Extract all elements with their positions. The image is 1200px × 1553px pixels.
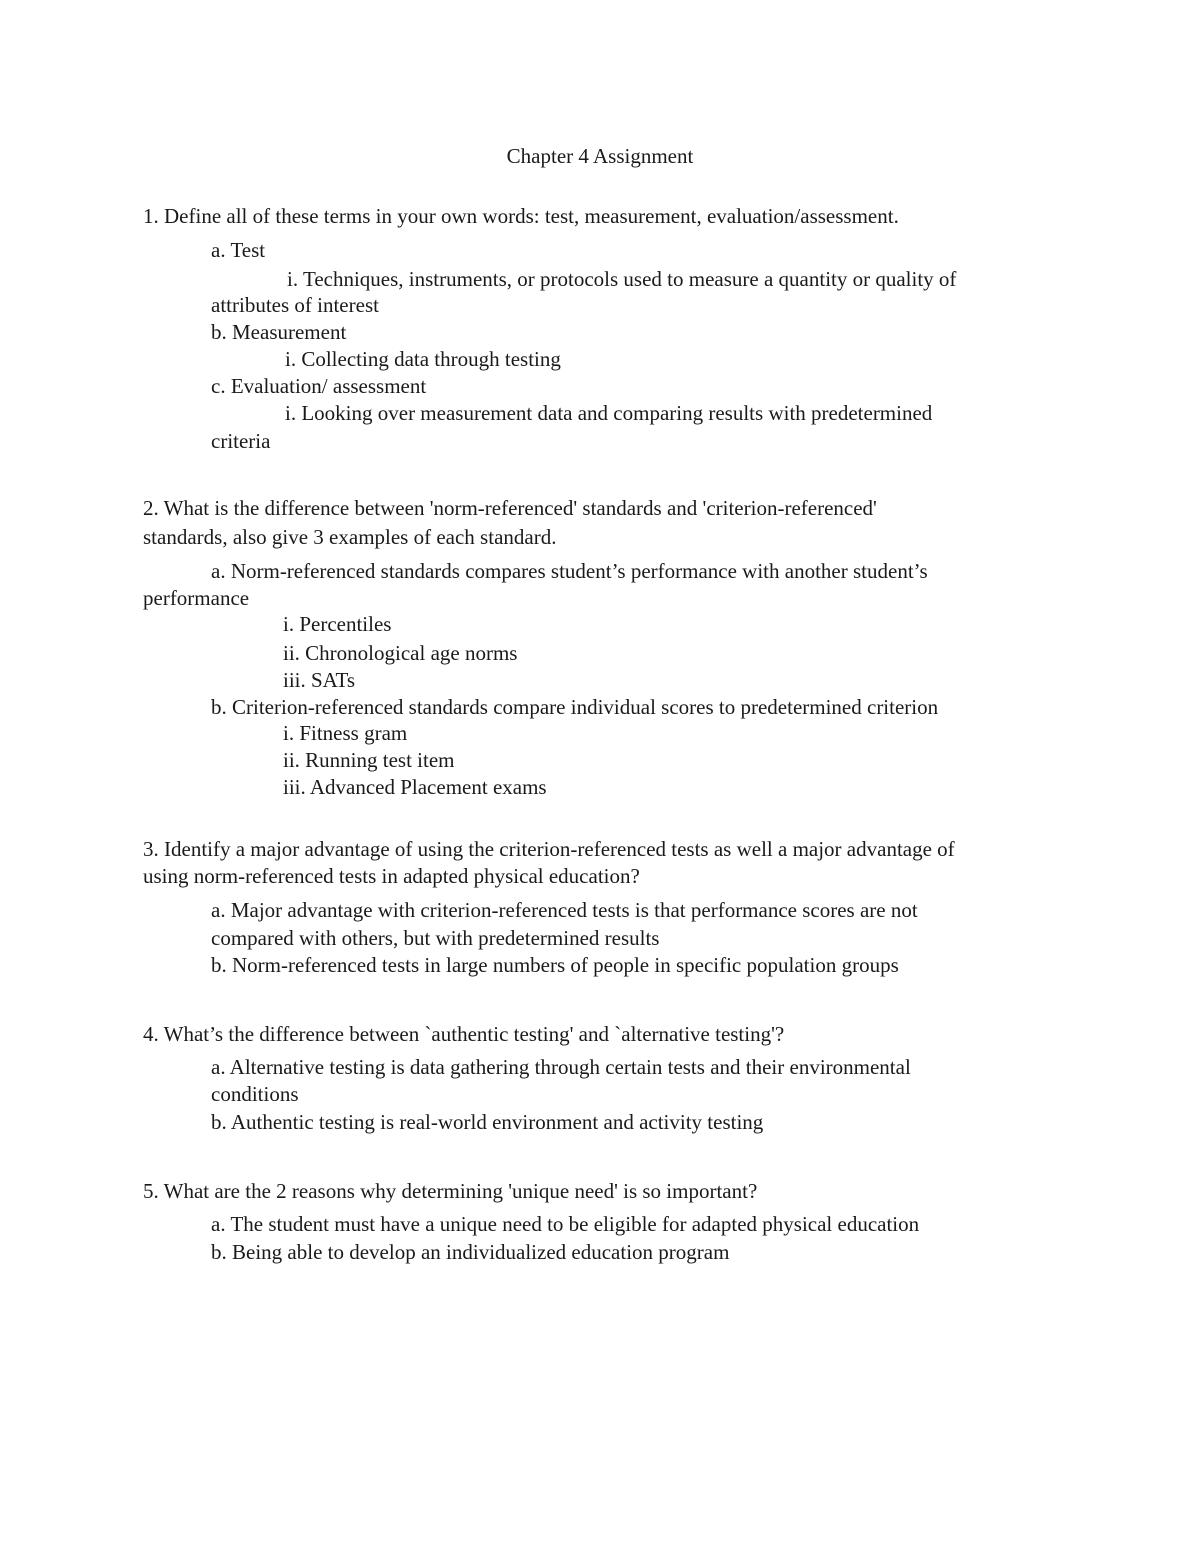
question-2-answer-a: a. Norm-referenced standards compares student’s performance with another student’s [211,559,928,583]
question-1-answer-a: a. Test [211,238,266,262]
question-3-answer-a: a. Major advantage with criterion-referenced tests is that performance scores are not [211,898,918,922]
question-1-prompt: 1. Define all of these terms in your own words: test, measurement, evaluation/assessment. [143,204,899,228]
question-2-answer-a-item-ii: ii. Chronological age norms [283,641,518,665]
question-5-answer-a: a. The student must have a unique need to be eligible for adapted physical education [211,1212,920,1236]
question-2-prompt-cont: standards, also give 3 examples of each standard. [143,525,557,549]
question-3-prompt-cont: using norm-referenced tests in adapted physical education? [143,864,640,888]
question-2-answer-a-item-i: i. Percentiles [283,612,392,636]
question-4-answer-a-cont: conditions [211,1082,299,1106]
question-3-prompt: 3. Identify a major advantage of using the criterion-referenced tests as well a major advantage of [143,837,955,861]
question-3-answer-a-cont: compared with others, but with predetermined results [211,926,660,950]
question-2-prompt: 2. What is the difference between 'norm-referenced' standards and 'criterion-referenced' [143,496,877,520]
question-3-answer-b: b. Norm-referenced tests in large numbers of people in specific population groups [211,953,899,977]
question-1-answer-c-item-i: i. Looking over measurement data and comparing results with predetermined [285,401,933,425]
question-4-prompt: 4. What’s the difference between `authentic testing' and `alternative testing'? [143,1022,785,1046]
question-2-answer-a-item-iii: iii. SATs [283,668,356,692]
question-2-answer-b: b. Criterion-referenced standards compare individual scores to predetermined criterion [211,695,939,719]
question-2-answer-b-item-iii: iii. Advanced Placement exams [283,775,547,799]
question-5-answer-b: b. Being able to develop an individualized education program [211,1240,730,1264]
question-1-answer-b: b. Measurement [211,320,347,344]
question-2-answer-b-item-i: i. Fitness gram [283,721,408,745]
question-2-answer-a-cont: performance [143,586,250,610]
question-1-answer-c-item-i-cont: criteria [211,429,271,453]
question-1-answer-a-item-i: i. Techniques, instruments, or protocols used to measure a quantity or quality of [287,267,957,291]
question-4-answer-b: b. Authentic testing is real-world environment and activity testing [211,1110,764,1134]
question-1-answer-a-item-i-cont: attributes of interest [211,293,379,317]
question-2-answer-b-item-ii: ii. Running test item [283,748,455,772]
question-5-prompt: 5. What are the 2 reasons why determining 'unique need' is so important? [143,1179,758,1203]
page-title: Chapter 4 Assignment [506,144,694,168]
question-1-answer-c: c. Evaluation/ assessment [211,374,427,398]
question-1-answer-b-item-i: i. Collecting data through testing [285,347,561,371]
question-4-answer-a: a. Alternative testing is data gathering through certain tests and their environmental [211,1055,911,1079]
